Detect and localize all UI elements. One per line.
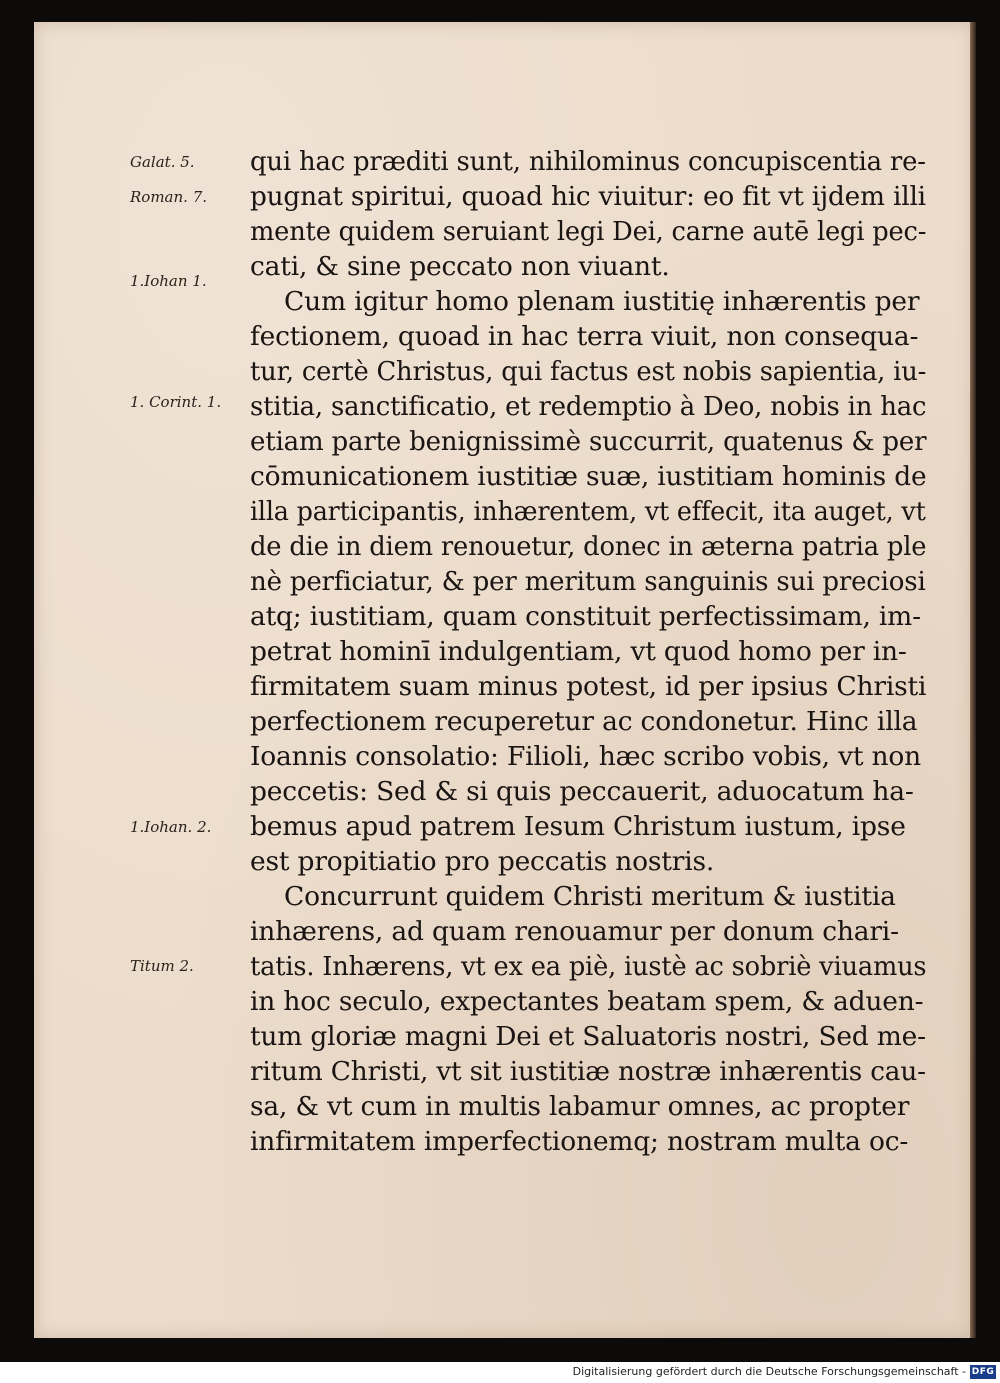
margin-note: 1.Iohan 1. [130,272,207,290]
page-edge-shadow [970,22,976,1338]
dfg-logo: DFG [971,1367,995,1377]
text-line: nè perficiatur, & per meritum sanguinis sui preciosi [250,566,926,597]
text-line: ritum Christi, vt sit iustitiæ nostræ inhærentis cau- [250,1056,926,1087]
text-line: mente quidem seruiant legi Dei, carne autē legi pec- [250,216,927,247]
margin-note: Titum 2. [130,957,194,975]
text-line: Concurrunt quidem Christi meritum & iustitia [284,881,896,912]
text-line: perfectionem recuperetur ac condonetur. Hinc illa [250,706,918,737]
text-line: sa, & vt cum in multis labamur omnes, ac propter [250,1091,910,1122]
text-line: peccetis: Sed & si quis peccauerit, aduocatum ha- [250,776,914,807]
text-line: de die in diem renouetur, donec in æterna patria ple [250,531,927,562]
text-line: etiam parte benignissimè succurrit, quatenus & per [250,426,927,457]
text-line: tatis. Inhærens, vt ex ea piè, iustè ac sobriè viuamus [250,951,927,982]
text-line: stitia, sanctificatio, et redemptio à Deo, nobis in hac [250,391,927,422]
text-line: petrat hominī indulgentiam, vt quod homo per in- [250,636,907,667]
text-line: qui hac præditi sunt, nihilominus concupiscentia re- [250,146,926,177]
margin-note: 1. Corint. 1. [130,393,222,411]
margin-note: Roman. 7. [130,188,207,206]
text-line: bemus apud patrem Iesum Christum iustum, ipse [250,811,906,842]
text-line: tum gloriæ magni Dei et Saluatoris nostri, Sed me- [250,1021,926,1052]
text-line: infirmitatem imperfectionemq; nostram multa oc- [250,1126,909,1157]
text-line: Ioannis consolatio: Filioli, hæc scribo vobis, vt non [250,741,922,772]
text-line: Cum igitur homo plenam iustitię inhærentis per [284,286,920,317]
text-line: illa participantis, inhærentem, vt effecit, ita auget, vt [250,496,926,527]
footer-bar [0,1362,1000,1383]
text-line: tur, certè Christus, qui factus est nobis sapientia, iu- [250,356,927,387]
text-line: est propitiatio pro peccatis nostris. [250,846,715,877]
margin-note: 1.Iohan. 2. [130,818,212,836]
funding-credit: Digitalisierung gefördert durch die Deutsche Forschungsgemeinschaft - [572,1365,966,1378]
margin-note: Galat. 5. [130,153,195,171]
text-line: cōmunicationem iustitiæ suæ, iustitiam hominis de [250,461,927,492]
text-line: firmitatem suam minus potest, id per ipsius Christi [250,671,927,702]
text-line: atq; iustitiam, quam constituit perfectissimam, im- [250,601,921,632]
text-line: in hoc seculo, expectantes beatam spem, & aduen- [250,986,924,1017]
text-line: inhærens, ad quam renouamur per donum chari- [250,916,899,947]
text-line: pugnat spiritui, quoad hic viuitur: eo fit vt ijdem illi [250,181,926,212]
text-line: cati, & sine peccato non viuant. [250,251,670,282]
text-line: fectionem, quoad in hac terra viuit, non consequa- [250,321,919,352]
